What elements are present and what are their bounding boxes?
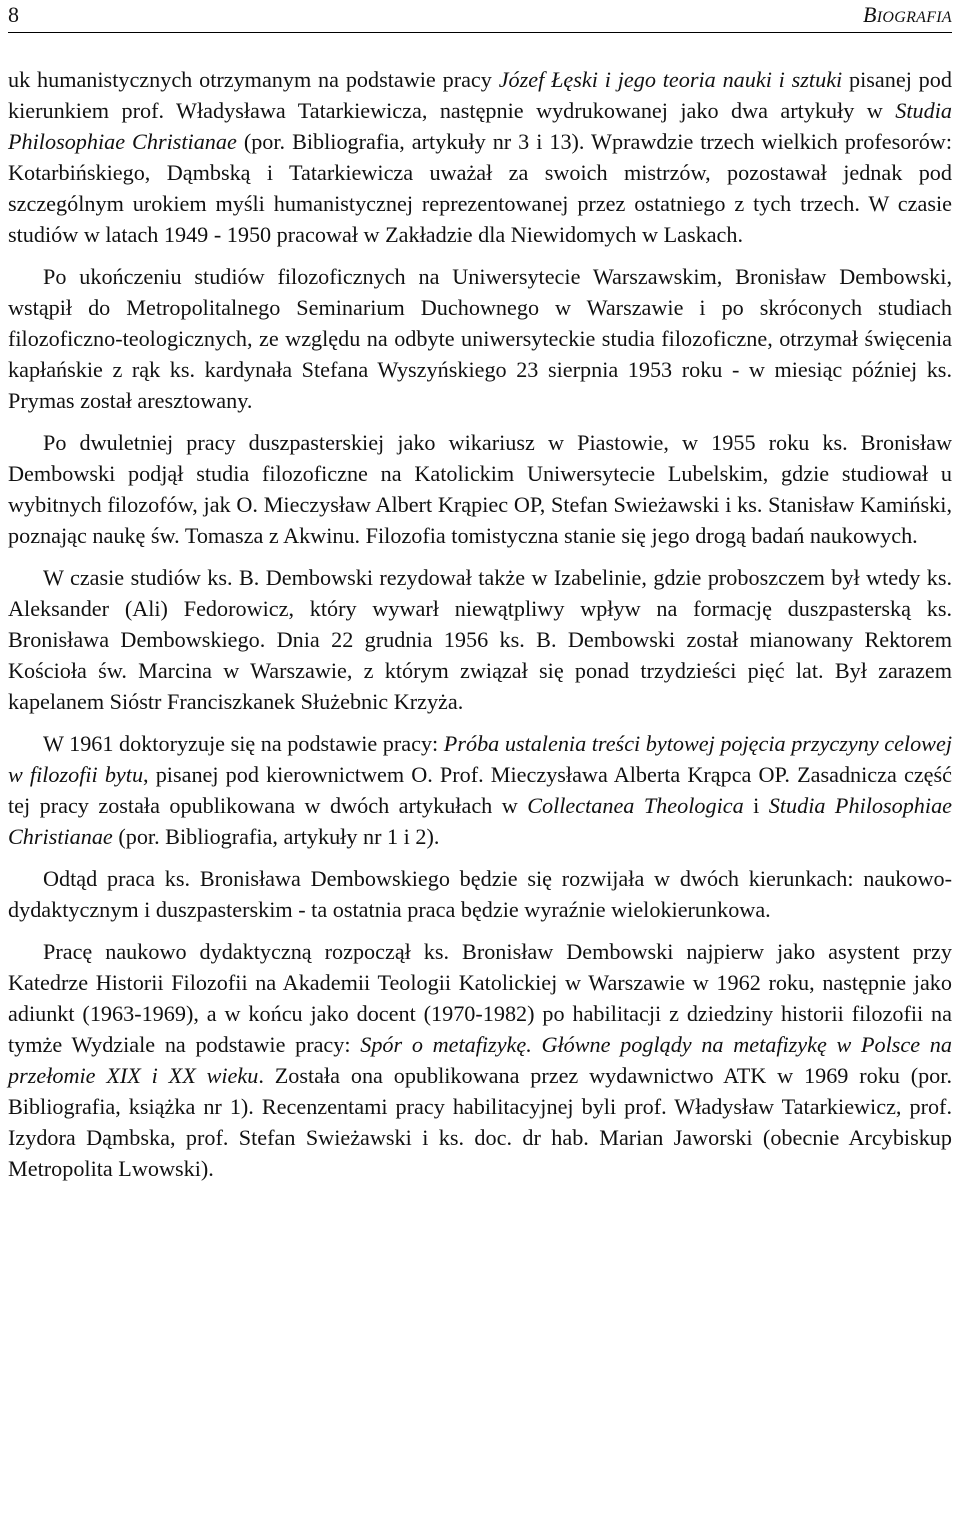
body-text xyxy=(8,64,952,1195)
text-run: i xyxy=(743,793,769,818)
italic-title: Studia Philosophiae Christianae xyxy=(8,98,952,154)
paragraph xyxy=(8,427,952,551)
text-run: (por. Bibliografia, artykuły nr 1 i 2). xyxy=(112,824,440,849)
text-run: pisanej pod kierunkiem prof. Władysława Tatarkiewicza, następnie wydrukowanej jako dwa artykuły w xyxy=(8,67,952,123)
text-run: uk humanistycznych otrzymanym na podstawie pracy xyxy=(8,67,499,92)
text-run: (por. Bibliografia, artykuły nr 3 i 13). Wprawdzie trzech wielkich profesorów: Kotarbińskiego, Dąmbską i Tatarkiewicza uważał za swoich mistrzów, pozostawał jednak pod szczególnym urokiem myśli humanistycznej reprezentowanej przez ostatniego z tych trzech. W czasie studiów w latach 1949 - 1950 pracował w Zakładzie dla Niewidomych w Laskach. xyxy=(8,129,952,247)
italic-title: Spór o metafizykę. Główne poglądy na metafizykę w Polsce na przełomie XIX i XX wieku xyxy=(8,1032,952,1088)
text-run: . Została ona opublikowana przez wydawnictwo ATK w 1969 roku (por. Bibliografia, książka nr 1). Recenzentami pracy habilitacyjnej byli prof. Władysław Tatarkiewicz, prof. Izydora Dąmbska, prof. Stefan Swieżawski i ks. doc. dr hab. Marian Jaworski (obecnie Arcybiskup Metropolita Lwowski). xyxy=(8,1063,952,1181)
page-header xyxy=(8,0,952,33)
running-head-initial: B xyxy=(862,2,877,27)
paragraph xyxy=(8,863,952,925)
text-run: Po ukończeniu studiów filozoficznych na Uniwersytecie Warszawskim, Bronisław Dembowski, wstąpił do Metropolitalnego Seminarium Duchownego w Warszawie i po skróconych studiach filozoficzno-teologicznych, ze względu na odbyte uniwersyteckie studia filozoficzne, otrzymał święcenia kapłańskie z rąk ks. kardynała Stefana Wyszyńskiego 23 sierpnia 1953 roku - w miesiąc później ks. Prymas został aresztowany. xyxy=(8,264,952,413)
paragraph xyxy=(8,562,952,717)
running-head-rest: IOGRAFIA xyxy=(876,9,952,26)
italic-title: Józef Łęski i jego teoria nauki i sztuki xyxy=(498,67,843,92)
text-run: Pracę naukowo dydaktyczną rozpoczął ks. Bronisław Dembowski najpierw jako asystent przy Katedrze Historii Filozofii na Akademii Teologii Katolickiej w Warszawie w 1962 roku, następnie jako adiunkt (1963-1969), a w końcu jako docent (1970-1982) po habilitacji z dziedziny historii filozofii na tymże Wydziale na podstawie pracy: xyxy=(8,939,952,1057)
running-head xyxy=(863,0,952,33)
paragraph xyxy=(8,261,952,416)
italic-title: Collectanea Theologica xyxy=(527,793,744,818)
italic-title: Studia Philosophiae Christianae xyxy=(8,793,953,849)
text-run: W czasie studiów ks. B. Dembowski rezydował także w Izabelinie, gdzie proboszczem był wtedy ks. Aleksander (Ali) Fedorowicz, który wywarł niewątpliwy wpływ na formację duszpasterską ks. Bronisława Dembowskiego. Dnia 22 grudnia 1956 ks. B. Dembowski został mianowany Rektorem Kościoła św. Marcina w Warszawie, z którym związał się ponad trzydzieści pięć lat. Był zarazem kapelanem Sióstr Franciszkanek Służebnic Krzyża. xyxy=(8,565,952,714)
text-run: , pisanej pod kierownictwem O. Prof. Mieczysława Alberta Krąpca OP. Zasadnicza część tej pracy została opublikowana w dwóch artykułach w xyxy=(8,762,952,818)
text-run: Odtąd praca ks. Bronisława Dembowskiego będzie się rozwijała w dwóch kierunkach: naukowo-dydaktycznym i duszpasterskim - ta ostatnia praca będzie wyraźnie wielokierunkowa. xyxy=(8,866,952,922)
text-run: Po dwuletniej pracy duszpasterskiej jako wikariusz w Piastowie, w 1955 roku ks. Bronisław Dembowski podjął studia filozoficzne na Katolickim Uniwersytecie Lubelskim, gdzie studiował u wybitnych filozofów, jak O. Mieczysław Albert Krąpiec OP, Stefan Swieżawski i ks. Stanisław Kamiński, poznając naukę św. Tomasza z Akwinu. Filozofia tomistyczna stanie się jego drogą badań naukowych. xyxy=(8,430,952,548)
paragraph xyxy=(8,728,952,852)
page-number: 8 xyxy=(8,2,19,27)
paragraph xyxy=(8,64,952,250)
paragraph xyxy=(8,936,952,1184)
italic-title: Próba ustalenia treści bytowej pojęcia przyczyny celowej w filozofii bytu xyxy=(8,731,952,787)
text-run: W 1961 doktoryzuje się na podstawie pracy: xyxy=(43,731,444,756)
